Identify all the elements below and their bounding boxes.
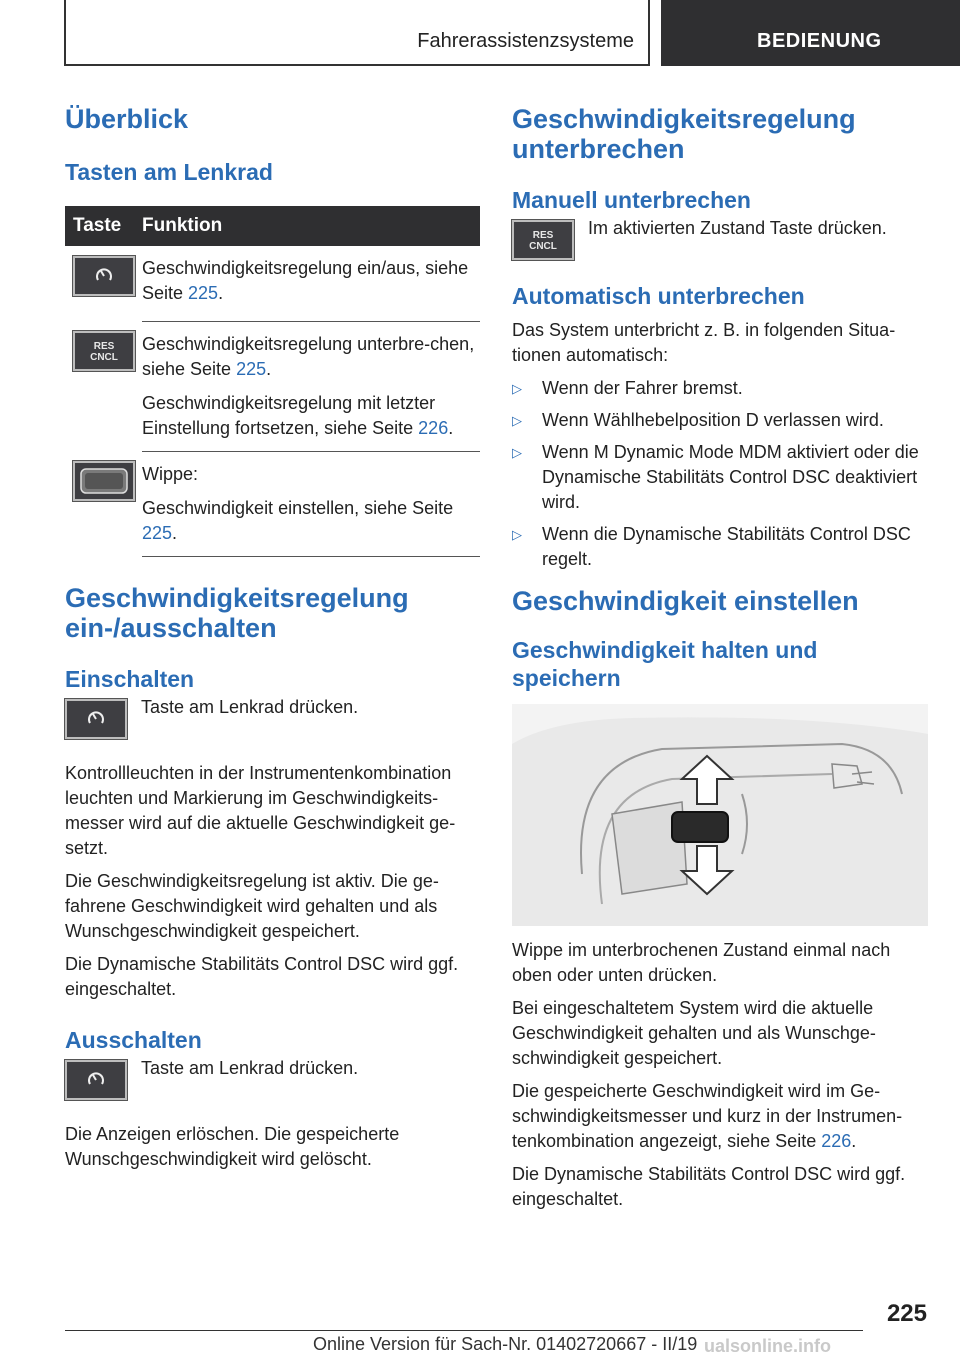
list-item: ▷ Wenn Wählhebelposition D verlassen wird.: [512, 408, 928, 433]
list-item: ▷ Wenn der Fahrer bremst.: [512, 376, 928, 401]
table-header-row: [65, 206, 480, 246]
page-link[interactable]: 225: [236, 358, 267, 379]
page-link[interactable]: 225: [142, 522, 173, 543]
triangle-bullet-icon: ▷: [512, 413, 522, 428]
row3-text-1: Wippe:: [142, 463, 199, 484]
res-cncl-icon: RES CNCL: [73, 331, 135, 371]
cruise-control-icon: [73, 256, 135, 296]
header-chapter-label: BEDIENUNG: [757, 30, 882, 52]
left-column: [65, 100, 480, 1172]
row2-text-1: Geschwindigkeitsregelung unterbre-chen, siehe Seite 225.: [142, 333, 475, 379]
row2-text-2: Geschwindigkeitsregelung mit letzter Einstellung fortsetzen, siehe Seite 226.: [142, 392, 454, 438]
header-section-label: Fahrerassistenzsysteme: [417, 30, 634, 52]
auto-interrupt-title: Automatisch unterbrechen: [512, 283, 805, 309]
triangle-bullet-icon: ▷: [512, 527, 522, 542]
page-link[interactable]: 225: [188, 283, 219, 303]
page-link[interactable]: 226: [821, 1131, 852, 1151]
hold-speed-title: Geschwindigkeit halten und speichern: [512, 637, 818, 691]
header-chapter-tab: [661, 0, 960, 66]
page-link[interactable]: 226: [418, 417, 449, 438]
page-number: 225: [886, 1300, 927, 1327]
switch-on-p2: Die Geschwindigkeitsregelung ist aktiv. Die ge-fahrene Geschwindigkeit wird gehalten und als Wunschgeschwindigkeit gespeichert.: [65, 870, 439, 941]
rocker-switch-icon: [73, 461, 135, 501]
interrupt-title: Geschwindigkeitsregelung unterbrechen: [512, 104, 856, 164]
list-item: ▷ Wenn die Dynamische Stabilitäts Control DSC regelt.: [512, 524, 911, 569]
table-col-function: Funktion: [142, 206, 480, 246]
hold-p4: Die Dynamische Stabilitäts Control DSC wird ggf. eingeschaltet.: [512, 1164, 906, 1209]
steering-wheel-rocker-illustration: [512, 704, 928, 926]
watermark: ualsonline.info: [704, 1336, 832, 1356]
hold-p2: Bei eingeschaltetem System wird die aktuelle Geschwindigkeit gehalten und als Wunschge-schwindigkeit gespeichert.: [512, 998, 876, 1068]
hold-p1: Wippe im unterbrochenen Zustand einmal nach oben oder unten drücken.: [512, 940, 891, 985]
set-speed-title: Geschwindigkeit einstellen: [512, 586, 859, 616]
switch-off-instruction: Taste am Lenkrad drücken.: [141, 1057, 359, 1078]
cruise-control-icon: [65, 1060, 127, 1100]
header-section-tab: [64, 0, 650, 66]
switch-on-p3: Die Dynamische Stabilitäts Control DSC wird ggf. eingeschaltet.: [65, 953, 459, 999]
table-row: [65, 246, 480, 321]
auto-interrupt-text: Das System unterbricht z. B. in folgenden Situa-tionen automatisch:: [512, 320, 896, 365]
table-col-key: Taste: [65, 206, 142, 246]
cruise-control-icon: [65, 699, 127, 739]
list-item: ▷ Wenn M Dynamic Mode MDM aktiviert oder die Dynamische Stabilitäts Control DSC deaktiviert wird.: [512, 442, 919, 512]
switch-off-title: Ausschalten: [65, 1026, 202, 1053]
right-column: [512, 100, 928, 1212]
row1-text: Geschwindigkeitsregelung ein/aus, siehe Seite 225.: [142, 258, 469, 303]
hold-p3: Die gespeicherte Geschwindigkeit wird im Ge-schwindigkeitsmesser und kurz in der Instrumen-tenkombination angezeigt, siehe Seite 226.: [512, 1081, 903, 1151]
row3-text-2: Geschwindigkeit einstellen, siehe Seite 225.: [142, 497, 454, 543]
triangle-bullet-icon: ▷: [512, 445, 522, 460]
manual-interrupt-title: Manuell unterbrechen: [512, 187, 751, 213]
switch-on-p1: Kontrollleuchten in der Instrumentenkombination leuchten und Markierung im Geschwindigkeits-messer wird auf die aktuelle Geschwindigkeit ge-setzt.: [65, 762, 456, 858]
online-version-note: Online Version für Sach-Nr. 01402720667 - II/19: [313, 1334, 698, 1354]
switch-on-instruction: Taste am Lenkrad drücken.: [141, 696, 359, 717]
on-off-title: Geschwindigkeitsregelung ein-/ausschalten: [65, 582, 409, 643]
table-row: [65, 451, 480, 556]
switch-off-p1: Die Anzeigen erlöschen. Die gespeicherte Wunschgeschwindigkeit wird gelöscht.: [65, 1123, 400, 1169]
switch-on-title: Einschalten: [65, 665, 195, 692]
auto-interrupt-list: [512, 376, 928, 572]
triangle-bullet-icon: ▷: [512, 381, 522, 396]
res-cncl-icon: RES CNCL: [512, 220, 574, 260]
keys-table: [65, 206, 480, 557]
manual-interrupt-instruction: Im aktivierten Zustand Taste drücken.: [588, 218, 887, 238]
table-row: [65, 321, 480, 451]
footer-divider: [65, 1330, 863, 1331]
steering-keys-heading: Tasten am Lenkrad: [65, 159, 273, 185]
overview-title: Überblick: [65, 104, 189, 134]
